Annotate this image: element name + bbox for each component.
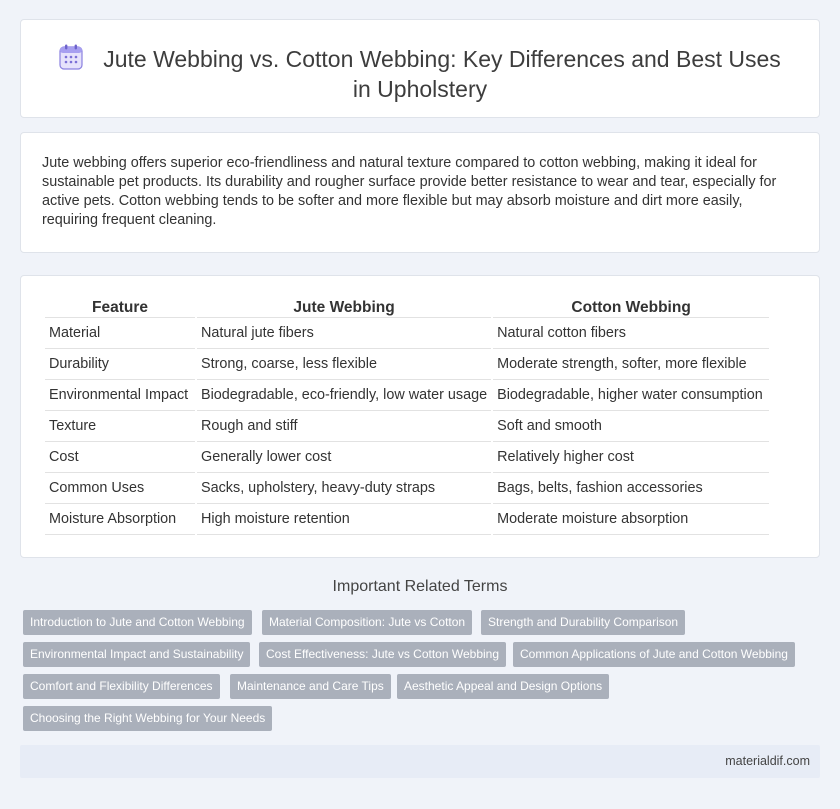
related-term-tag[interactable]: Strength and Durability Comparison: [481, 610, 685, 635]
table-cell: Soft and smooth: [493, 411, 769, 442]
table-cell: Sacks, upholstery, heavy-duty straps: [197, 473, 491, 504]
table-cell: Texture: [45, 411, 195, 442]
table-cell: Rough and stiff: [197, 411, 491, 442]
table-cell: Natural jute fibers: [197, 318, 491, 349]
related-term-tag[interactable]: Maintenance and Care Tips: [230, 674, 391, 699]
related-term-tag[interactable]: Environmental Impact and Sustainability: [23, 642, 250, 667]
table-cell: Moderate strength, softer, more flexible: [493, 349, 769, 380]
table-cell: Environmental Impact: [45, 380, 195, 411]
header-feature: Feature: [45, 296, 195, 318]
table-cell: Cost: [45, 442, 195, 473]
comparison-table-card: [20, 275, 820, 558]
table-cell: High moisture retention: [197, 504, 491, 535]
table-header-row: [45, 296, 769, 318]
table-cell: Material: [45, 318, 195, 349]
table-cell: Strong, coarse, less flexible: [197, 349, 491, 380]
table-cell: Durability: [45, 349, 195, 380]
table-row: [45, 504, 769, 535]
related-term-tag[interactable]: Choosing the Right Webbing for Your Needs: [23, 706, 272, 731]
table-cell: Relatively higher cost: [493, 442, 769, 473]
related-term-tag[interactable]: Cost Effectiveness: Jute vs Cotton Webbing: [259, 642, 506, 667]
footer: [20, 745, 820, 778]
footer-site-link[interactable]: materialdif.com: [725, 754, 810, 768]
title-card: [20, 19, 820, 118]
related-term-tag[interactable]: Material Composition: Jute vs Cotton: [262, 610, 472, 635]
summary-card: [20, 132, 820, 253]
table-row: [45, 473, 769, 504]
header-jute: Jute Webbing: [197, 296, 491, 318]
table-cell: Moderate moisture absorption: [493, 504, 769, 535]
table-row: [45, 411, 769, 442]
table-row: [45, 380, 769, 411]
table-cell: Biodegradable, eco-friendly, low water usage: [197, 380, 491, 411]
table-cell: Moisture Absorption: [45, 504, 195, 535]
table-row: [45, 442, 769, 473]
page-title: [21, 44, 819, 104]
table-row: [45, 318, 769, 349]
related-term-tag[interactable]: Common Applications of Jute and Cotton Webbing: [513, 642, 795, 667]
table-cell: Natural cotton fibers: [493, 318, 769, 349]
related-term-tag[interactable]: Introduction to Jute and Cotton Webbing: [23, 610, 252, 635]
table-row: [45, 349, 769, 380]
related-terms-title: Important Related Terms: [332, 578, 508, 595]
comparison-table: [43, 296, 771, 535]
table-cell: Biodegradable, higher water consumption: [493, 380, 769, 411]
table-cell: Generally lower cost: [197, 442, 491, 473]
page-title-text: Jute Webbing vs. Cotton Webbing: Key Differences and Best Uses in Upholstery: [103, 46, 781, 102]
table-cell: Bags, belts, fashion accessories: [493, 473, 769, 504]
table-cell: Common Uses: [45, 473, 195, 504]
header-cotton: Cotton Webbing: [493, 296, 769, 318]
related-term-tag[interactable]: Aesthetic Appeal and Design Options: [397, 674, 609, 699]
summary-text: Jute webbing offers superior eco-friendliness and natural texture compared to cotton webbing, making it ideal for sustainable pet products. Its durability and rougher surface provide better resistance to wear and tear, especially for active pets. Cotton webbing tends to be softer and more flexible but may absorb moisture and dirt more easily, requiring frequent cleaning.: [42, 155, 777, 228]
related-term-tag[interactable]: Comfort and Flexibility Differences: [23, 674, 220, 699]
calendar-icon: [59, 44, 83, 70]
